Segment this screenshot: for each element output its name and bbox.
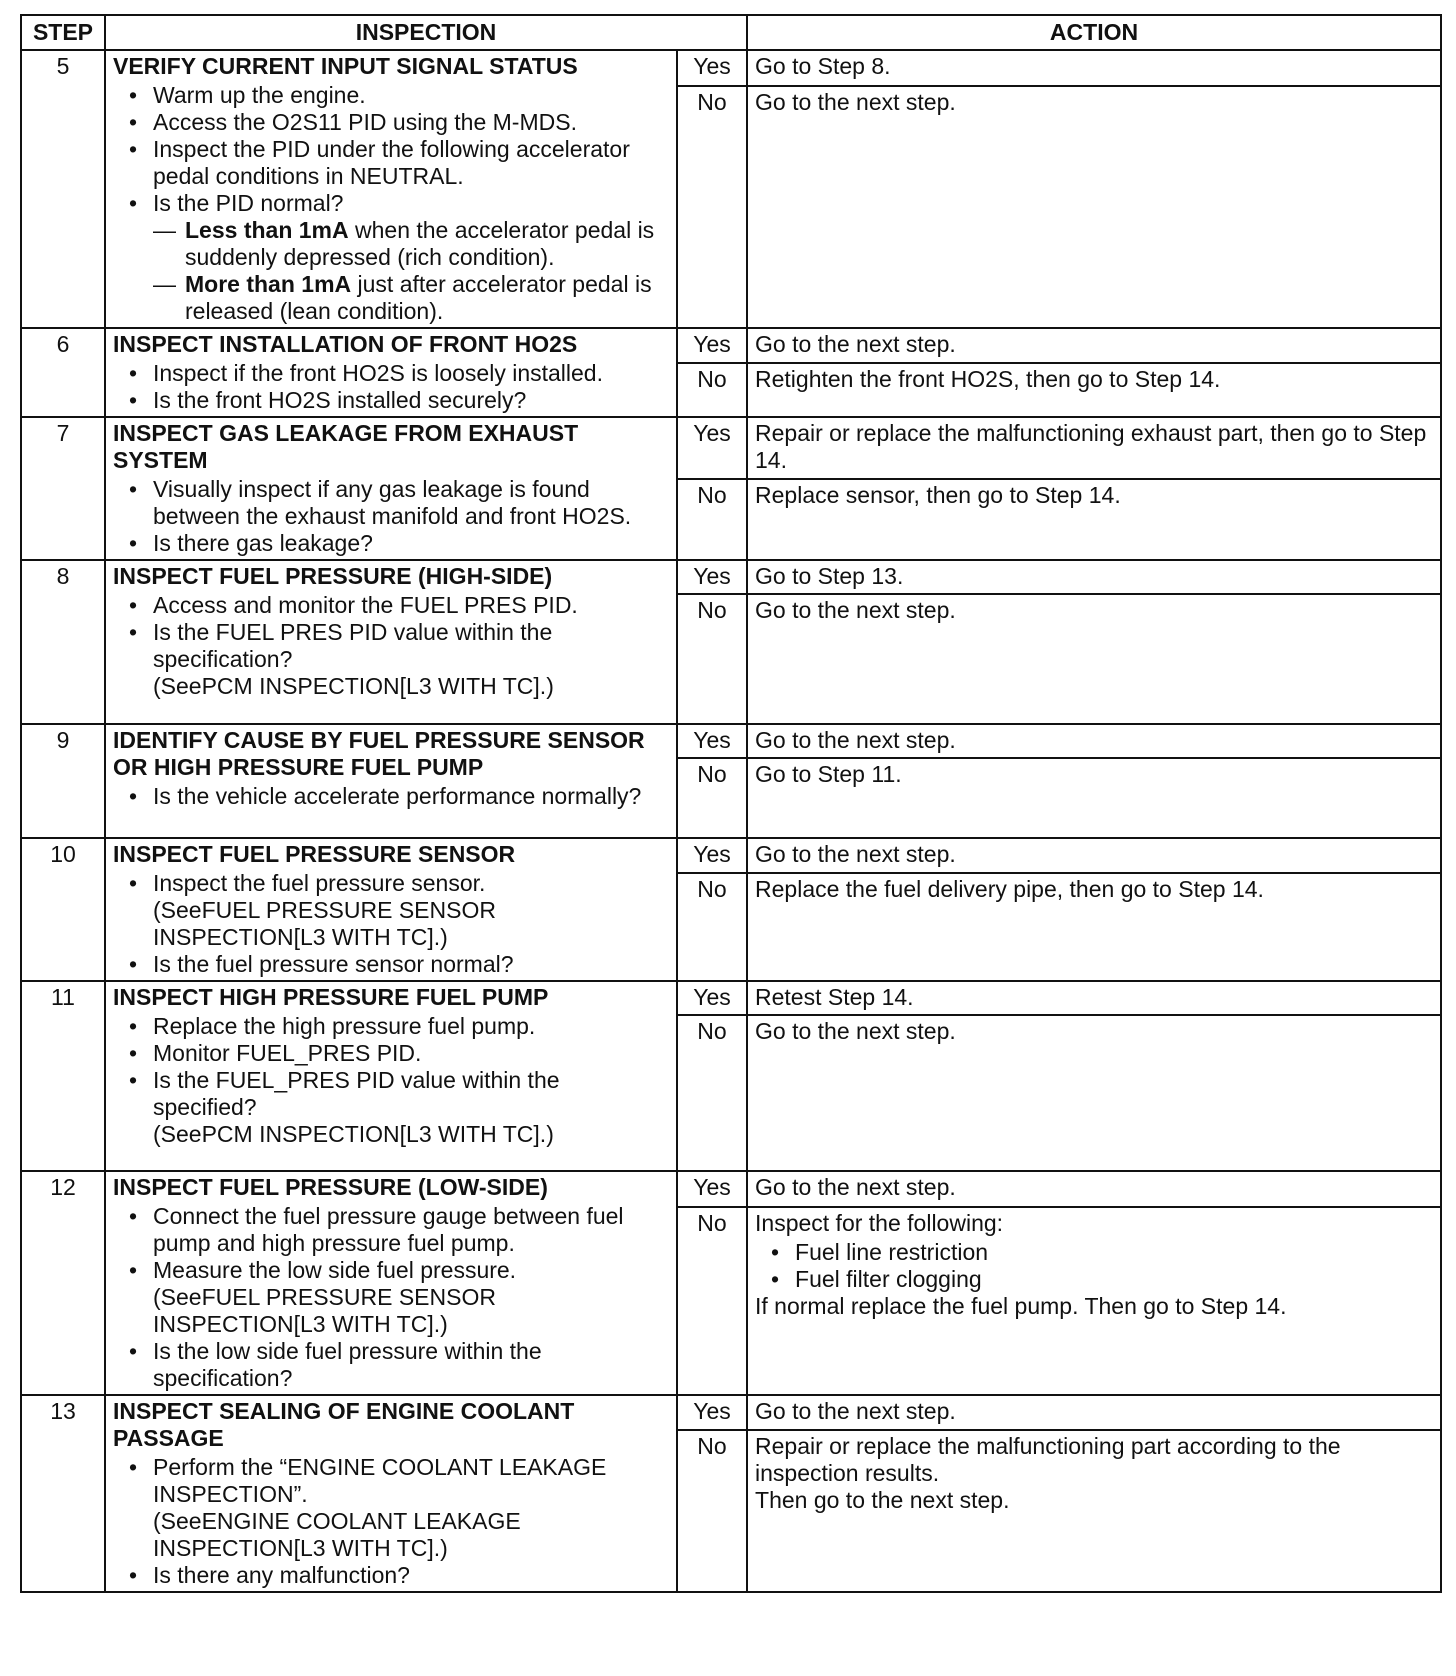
no-label: No xyxy=(677,86,747,328)
yes-action: Go to the next step. xyxy=(747,724,1441,758)
bullet-item: • Access and monitor the FUEL PRES PID. xyxy=(153,592,669,619)
step-row-10-yes xyxy=(21,838,1441,873)
inspection-cell xyxy=(105,560,677,724)
inspection-bullets xyxy=(113,870,669,978)
dash-marker: — xyxy=(153,271,176,297)
inspection-bullets xyxy=(113,360,669,414)
yes-label: Yes xyxy=(677,50,747,86)
inspection-bullets xyxy=(113,82,669,325)
bullet-text: Is the PID normal? xyxy=(153,190,344,216)
yes-label: Yes xyxy=(677,417,747,479)
no-label: No xyxy=(677,1430,747,1592)
sub-condition-value: Less than 1mA xyxy=(185,217,349,243)
yes-action: Go to the next step. xyxy=(747,328,1441,363)
cross-reference-link[interactable]: (SeePCM INSPECTION[L3 WITH TC].) xyxy=(153,1121,554,1147)
no-action: Replace sensor, then go to Step 14. xyxy=(747,479,1441,560)
bullet-item xyxy=(153,1067,669,1148)
cross-reference-link[interactable]: (SeeENGINE COOLANT LEAKAGE INSPECTION[L3 WITH TC].) xyxy=(153,1508,521,1561)
bullet-item: • Access the O2S11 PID using the M-MDS. xyxy=(153,109,669,136)
inspection-cell xyxy=(105,838,677,981)
bullet-text: Inspect the fuel pressure sensor. xyxy=(153,870,486,896)
sub-condition-text: just after accelerator pedal is released (lean condition). xyxy=(185,271,652,324)
sub-condition-value: More than 1mA xyxy=(185,271,352,297)
bullet-text: Is the FUEL_PRES PID value within the specified? xyxy=(153,1067,560,1120)
no-action-item: • Fuel filter clogging xyxy=(795,1266,1433,1293)
cross-reference-link[interactable]: (SeeFUEL PRESSURE SENSOR INSPECTION[L3 WITH TC].) xyxy=(153,1284,496,1337)
yes-label: Yes xyxy=(677,328,747,363)
no-action: Retighten the front HO2S, then go to Step 14. xyxy=(747,363,1441,417)
inspection-cell xyxy=(105,981,677,1171)
no-label: No xyxy=(677,758,747,838)
step-number: 10 xyxy=(21,838,105,981)
step-row-13-yes xyxy=(21,1395,1441,1430)
no-action: Go to Step 11. xyxy=(747,758,1441,838)
bullet-text: Perform the “ENGINE COOLANT LEAKAGE INSPECTION”. xyxy=(153,1454,607,1507)
step-row-7-yes xyxy=(21,417,1441,479)
bullet-item: • Is there gas leakage? xyxy=(153,530,669,557)
inspection-cell xyxy=(105,1395,677,1592)
header-inspection: INSPECTION xyxy=(105,15,747,50)
bullet-item: • Replace the high pressure fuel pump. xyxy=(153,1013,669,1040)
inspection-title: INSPECT FUEL PRESSURE SENSOR xyxy=(113,841,516,867)
no-action-list xyxy=(755,1239,1433,1293)
step-number: 9 xyxy=(21,724,105,838)
inspection-title: IDENTIFY CAUSE BY FUEL PRESSURE SENSOR OR HIGH PRESSURE FUEL PUMP xyxy=(113,727,645,780)
step-number: 12 xyxy=(21,1171,105,1395)
dash-marker: — xyxy=(153,217,176,243)
bullet-item: • Is the low side fuel pressure within the specification? xyxy=(153,1338,669,1392)
step-row-5-yes xyxy=(21,50,1441,86)
yes-action: Go to the next step. xyxy=(747,838,1441,873)
bullet-item: • Warm up the engine. xyxy=(153,82,669,109)
no-action: Go to the next step. xyxy=(747,1015,1441,1171)
yes-action: Go to the next step. xyxy=(747,1395,1441,1430)
inspection-bullets xyxy=(113,1203,669,1392)
no-label: No xyxy=(677,479,747,560)
bullet-item xyxy=(153,619,669,700)
step-number: 6 xyxy=(21,328,105,417)
bullet-item xyxy=(153,1454,669,1562)
no-action-text: Repair or replace the malfunctioning part according to the inspection results. xyxy=(755,1432,1341,1486)
step-row-6-yes xyxy=(21,328,1441,363)
bullet-item xyxy=(153,870,669,951)
inspection-title: INSPECT INSTALLATION OF FRONT HO2S xyxy=(113,331,578,357)
cross-reference-link[interactable]: (SeePCM INSPECTION[L3 WITH TC].) xyxy=(153,673,554,699)
bullet-item: • Inspect the PID under the following accelerator pedal conditions in NEUTRAL. xyxy=(153,136,669,190)
inspection-title: INSPECT FUEL PRESSURE (HIGH-SIDE) xyxy=(113,563,553,589)
yes-label: Yes xyxy=(677,724,747,758)
bullet-item: • Is there any malfunction? xyxy=(153,1562,669,1589)
inspection-title: VERIFY CURRENT INPUT SIGNAL STATUS xyxy=(113,53,578,79)
step-number: 11 xyxy=(21,981,105,1171)
step-number: 7 xyxy=(21,417,105,560)
bullet-item: • Inspect if the front HO2S is loosely installed. xyxy=(153,360,669,387)
inspection-cell xyxy=(105,724,677,838)
inspection-bullets xyxy=(113,1454,669,1589)
inspection-cell xyxy=(105,417,677,560)
header-step: STEP xyxy=(21,15,105,50)
no-action: Replace the fuel delivery pipe, then go to Step 14. xyxy=(747,873,1441,981)
yes-action: Go to Step 8. xyxy=(747,50,1441,86)
bullet-text: Measure the low side fuel pressure. xyxy=(153,1257,517,1283)
cross-reference-link[interactable]: (SeeFUEL PRESSURE SENSOR INSPECTION[L3 WITH TC].) xyxy=(153,897,496,950)
inspection-bullets xyxy=(113,592,669,700)
no-action-item: • Fuel line restriction xyxy=(795,1239,1433,1266)
inspection-bullets xyxy=(113,476,669,557)
yes-action: Go to the next step. xyxy=(747,1171,1441,1207)
no-action xyxy=(747,1207,1441,1395)
bullet-item: • Connect the fuel pressure gauge between fuel pump and high pressure fuel pump. xyxy=(153,1203,669,1257)
no-action-outro: If normal replace the fuel pump. Then go to Step 14. xyxy=(755,1292,1287,1319)
step-row-11-yes xyxy=(21,981,1441,1015)
no-label: No xyxy=(677,873,747,981)
yes-action: Repair or replace the malfunctioning exhaust part, then go to Step 14. xyxy=(747,417,1441,479)
step-number: 8 xyxy=(21,560,105,724)
yes-label: Yes xyxy=(677,1171,747,1207)
diagnostic-table xyxy=(20,14,1442,1593)
no-label: No xyxy=(677,1207,747,1395)
no-action-intro: Inspect for the following: xyxy=(755,1209,1004,1236)
no-label: No xyxy=(677,363,747,417)
bullet-item: • Monitor FUEL_PRES PID. xyxy=(153,1040,669,1067)
inspection-bullets xyxy=(113,783,669,810)
no-action: Go to the next step. xyxy=(747,86,1441,328)
step-row-9-yes xyxy=(21,724,1441,758)
yes-action: Go to Step 13. xyxy=(747,560,1441,594)
sub-condition xyxy=(153,217,669,271)
bullet-item: • Is the fuel pressure sensor normal? xyxy=(153,951,669,978)
yes-label: Yes xyxy=(677,1395,747,1430)
bullet-item xyxy=(153,1257,669,1338)
inspection-title: INSPECT GAS LEAKAGE FROM EXHAUST SYSTEM xyxy=(113,420,579,473)
header-action: ACTION xyxy=(747,15,1441,50)
step-number: 5 xyxy=(21,50,105,328)
bullet-item: • Visually inspect if any gas leakage is found between the exhaust manifold and front HO2S. xyxy=(153,476,669,530)
yes-label: Yes xyxy=(677,981,747,1015)
no-action-text-2: Then go to the next step. xyxy=(755,1486,1010,1513)
no-action xyxy=(747,1430,1441,1592)
diagnostic-procedure-page xyxy=(20,14,1440,1593)
inspection-title: INSPECT FUEL PRESSURE (LOW-SIDE) xyxy=(113,1174,548,1200)
inspection-cell xyxy=(105,328,677,417)
step-number: 13 xyxy=(21,1395,105,1592)
inspection-title: INSPECT HIGH PRESSURE FUEL PUMP xyxy=(113,984,549,1010)
inspection-title: INSPECT SEALING OF ENGINE COOLANT PASSAGE xyxy=(113,1398,575,1451)
header-row xyxy=(21,15,1441,50)
inspection-cell xyxy=(105,50,677,328)
yes-label: Yes xyxy=(677,560,747,594)
inspection-cell xyxy=(105,1171,677,1395)
bullet-item: • Is the front HO2S installed securely? xyxy=(153,387,669,414)
sub-condition-text: when the accelerator pedal is suddenly depressed (rich condition). xyxy=(185,217,655,270)
inspection-bullets xyxy=(113,1013,669,1148)
no-action: Go to the next step. xyxy=(747,594,1441,724)
yes-label: Yes xyxy=(677,838,747,873)
no-label: No xyxy=(677,594,747,724)
bullet-item xyxy=(153,190,669,325)
step-row-8-yes xyxy=(21,560,1441,594)
no-label: No xyxy=(677,1015,747,1171)
step-row-12-yes xyxy=(21,1171,1441,1207)
sub-condition xyxy=(153,271,669,325)
bullet-text: Is the FUEL PRES PID value within the specification? xyxy=(153,619,553,672)
yes-action: Retest Step 14. xyxy=(747,981,1441,1015)
bullet-item: • Is the vehicle accelerate performance normally? xyxy=(153,783,669,810)
